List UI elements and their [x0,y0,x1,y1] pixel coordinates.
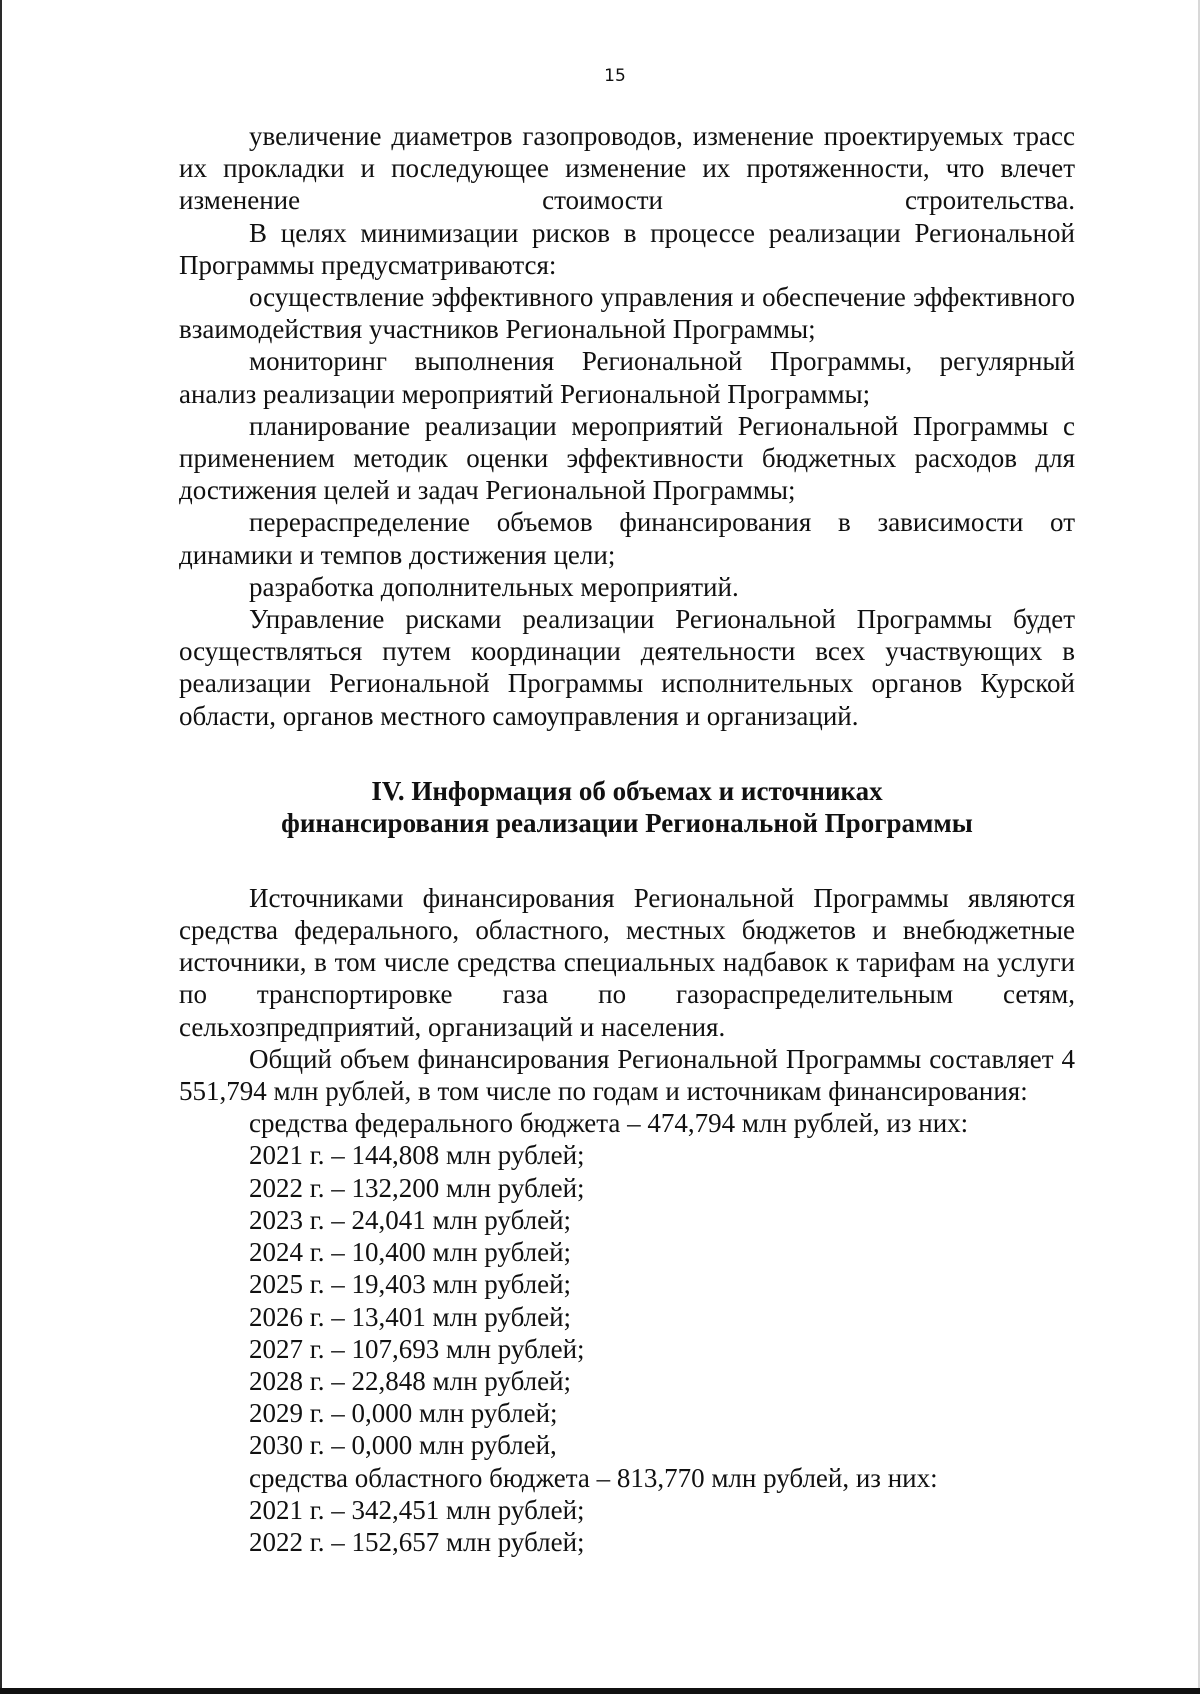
section-heading-line: финансирования реализации Региональной Программы [281,807,973,838]
federal-budget-year: 2024 г. – 10,400 млн рублей; [249,1237,572,1268]
federal-budget-year: 2028 г. – 22,848 млн рублей; [249,1365,572,1396]
paragraph: разработка дополнительных мероприятий. [249,571,739,602]
regional-budget-header: средства областного бюджета – 813,770 млн рублей, из них: [249,1462,938,1493]
federal-budget-year: 2023 г. – 24,041 млн рублей; [249,1204,572,1235]
regional-budget-year: 2022 г. – 152,657 млн рублей; [249,1526,585,1557]
paragraph: Источниками финансирования Региональной Программы являются средства федерального, областного, местных бюджетов и внебюджетные источники, в том числе средства специальных надбавок к тарифам на услуги по транспортировке газа по газораспределительным сетям, сельхозпредприятий, организаций и населения. [179,882,1075,1042]
federal-budget-year: 2026 г. – 13,401 млн рублей; [249,1301,572,1332]
paragraph: мониторинг выполнения Региональной Программы, регулярный анализ реализации мероприятий Региональной Программы; [179,346,1075,409]
paragraph: увеличение диаметров газопроводов, изменение проектируемых трасс их прокладки и последующее изменение их протяженности, что влечет изменение стоимости строительства. [179,121,1075,216]
federal-budget-year: 2022 г. – 132,200 млн рублей; [249,1172,585,1203]
paragraph: планирование реализации мероприятий Региональной Программы с применением методик оценки эффективности бюджетных расходов для достижения целей и задач Региональной Программы; [179,410,1075,506]
paragraph: Общий объем финансирования Региональной Программы составляет 4 551,794 млн рублей, в том числе по годам и источникам финансирования: [179,1043,1075,1107]
paragraph: В целях минимизации рисков в процессе реализации Региональной Программы предусматриваются: [179,217,1075,280]
section-heading-line: IV. Информация об объемах и источниках [371,775,883,806]
federal-budget-year: 2029 г. – 0,000 млн рублей; [249,1398,558,1429]
federal-budget-header: средства федерального бюджета – 474,794 млн рублей, из них: [249,1108,969,1139]
paragraph: перераспределение объемов финансирования в зависимости от динамики и темпов достижения цели; [179,507,1075,570]
federal-budget-year: 2021 г. – 144,808 млн рублей; [249,1140,585,1171]
paragraph: Управление рисками реализации Региональной Программы будет осуществляться путем координации деятельности всех участвующих в реализации Региональной Программы исполнительных органов Курской области, органов местного самоуправления и организаций. [179,604,1075,731]
scan-left-edge [0,0,2,1694]
federal-budget-year: 2030 г. – 0,000 млн рублей, [249,1430,557,1461]
paragraph: осуществление эффективного управления и обеспечение эффективного взаимодействия участников Региональной Программы; [179,282,1075,345]
federal-budget-year: 2025 г. – 19,403 млн рублей; [249,1269,572,1300]
federal-budget-year: 2027 г. – 107,693 млн рублей; [249,1333,585,1364]
document-body [179,120,1075,1558]
scan-bottom-edge [0,1688,1200,1694]
section-heading [179,775,1075,839]
regional-budget-year: 2021 г. – 342,451 млн рублей; [249,1494,585,1525]
page-number: 15 [604,66,626,86]
